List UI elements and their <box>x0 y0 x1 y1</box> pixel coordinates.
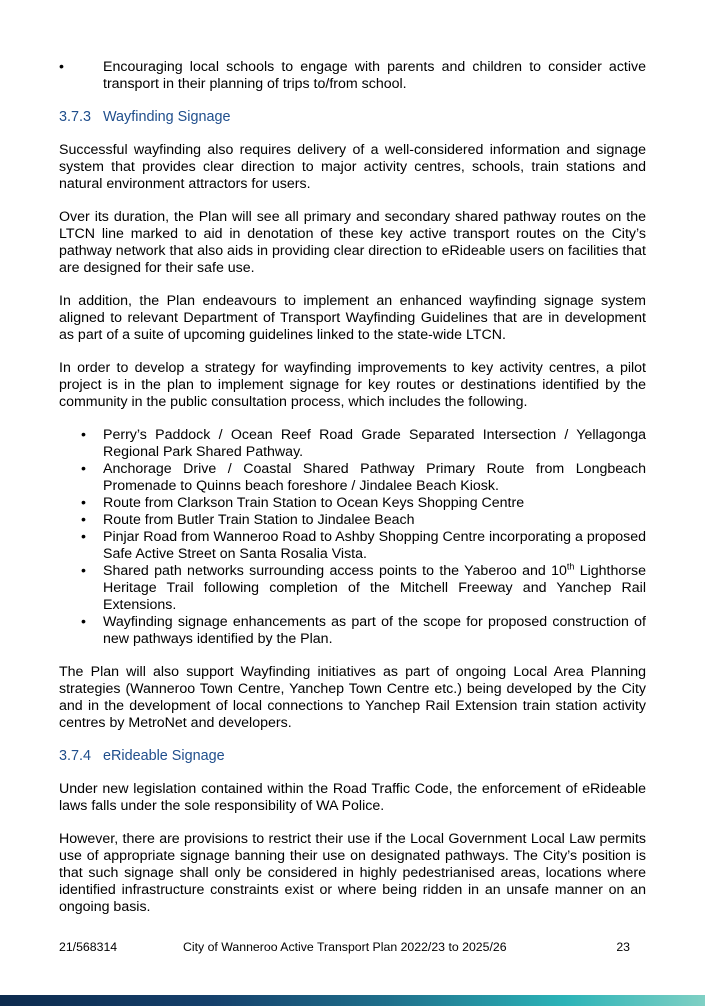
bullet-symbol: • <box>81 512 86 528</box>
list-item-text: Shared path networks surrounding access points to the Yaberoo and 10th Lighthorse Heritage Trail following completion of the Mitchell Freeway and Yanchep Rail Extensions. <box>103 561 646 613</box>
paragraph: In order to develop a strategy for wayfinding improvements to key activity centres, a pilot project is in the plan to implement signage for key routes or destinations identified by the community in the public consultation process, which includes the following. <box>59 360 646 410</box>
bullet-symbol: • <box>81 461 86 477</box>
footer-title: City of Wanneroo Active Transport Plan 2022/23 to 2025/26 <box>183 940 507 954</box>
list-item <box>59 529 646 563</box>
paragraph: In addition, the Plan endeavours to implement an enhanced wayfinding signage system aligned to relevant Department of Transport Wayfinding Guidelines that are in development as part of a suite of upcoming guidelines linked to the state-wide LTCN. <box>59 293 646 343</box>
bullet-symbol: • <box>81 563 86 579</box>
bullet-list <box>59 427 646 648</box>
list-item-text: Encouraging local schools to engage with parents and children to consider active transport in their planning of trips to/from school. <box>103 59 646 92</box>
section-title: eRideable Signage <box>103 748 225 764</box>
bullet-symbol: • <box>59 59 64 75</box>
section-heading-3-7-3 <box>59 109 646 126</box>
bullet-symbol: • <box>81 427 86 443</box>
section-number: 3.7.4 <box>59 748 92 764</box>
page-content <box>59 59 646 932</box>
document-reference: 21/568314 <box>59 940 118 954</box>
list-item <box>59 512 646 529</box>
section-title: Wayfinding Signage <box>103 109 231 125</box>
list-item-text: Wayfinding signage enhancements as part of the scope for proposed construction of new pathways identified by the Plan. <box>103 614 646 647</box>
list-item <box>59 563 646 614</box>
paragraph: Over its duration, the Plan will see all primary and secondary shared pathway routes on the LTCN line marked to aid in denotation of these key active transport routes on the City’s pathway network that also aids in providing clear direction to eRideable users on facilities that are designed for their safe use. <box>59 209 646 276</box>
list-item <box>59 461 646 495</box>
paragraph: The Plan will also support Wayfinding initiatives as part of ongoing Local Area Planning strategies (Wanneroo Town Centre, Yanchep Town Centre etc.) being developed by the City and in the development of local connections to Yanchep Rail Extension train station activity centres by MetroNet and developers. <box>59 664 646 731</box>
page-number: 23 <box>616 940 630 954</box>
list-item <box>59 427 646 461</box>
list-item <box>59 614 646 648</box>
paragraph: However, there are provisions to restrict their use if the Local Government Local Law permits use of appropriate signage banning their use on designated pathways. The City’s position is that such signage shall only be considered in highly pedestrianised areas, locations where identified infrastructure constraints exist or where being ridden in an unsafe manner on an ongoing basis. <box>59 831 646 915</box>
list-item <box>59 495 646 512</box>
list-item-text: Anchorage Drive / Coastal Shared Pathway Primary Route from Longbeach Promenade to Quinns beach foreshore / Jindalee Beach Kiosk. <box>103 461 646 494</box>
paragraph: Under new legislation contained within the Road Traffic Code, the enforcement of eRideable laws falls under the sole responsibility of WA Police. <box>59 781 646 814</box>
bullet-symbol: • <box>81 614 86 630</box>
paragraph: Successful wayfinding also requires delivery of a well-considered information and signage system that provides clear direction to major activity centres, schools, train stations and natural environment attractors for users. <box>59 142 646 192</box>
list-item-text: Route from Butler Train Station to Jindalee Beach <box>103 512 415 528</box>
list-item <box>59 59 646 93</box>
section-heading-3-7-4 <box>59 748 646 765</box>
bullet-symbol: • <box>81 529 86 545</box>
list-item-text: Route from Clarkson Train Station to Ocean Keys Shopping Centre <box>103 495 525 511</box>
list-item-text: Pinjar Road from Wanneroo Road to Ashby Shopping Centre incorporating a proposed Safe Active Street on Santa Rosalia Vista. <box>103 529 646 562</box>
bullet-symbol: • <box>81 495 86 511</box>
list-item-text: Perry’s Paddock / Ocean Reef Road Grade Separated Intersection / Yellagonga Regional Park Shared Pathway. <box>103 427 646 460</box>
footer-color-bar <box>0 995 705 1006</box>
section-number: 3.7.3 <box>59 109 92 125</box>
